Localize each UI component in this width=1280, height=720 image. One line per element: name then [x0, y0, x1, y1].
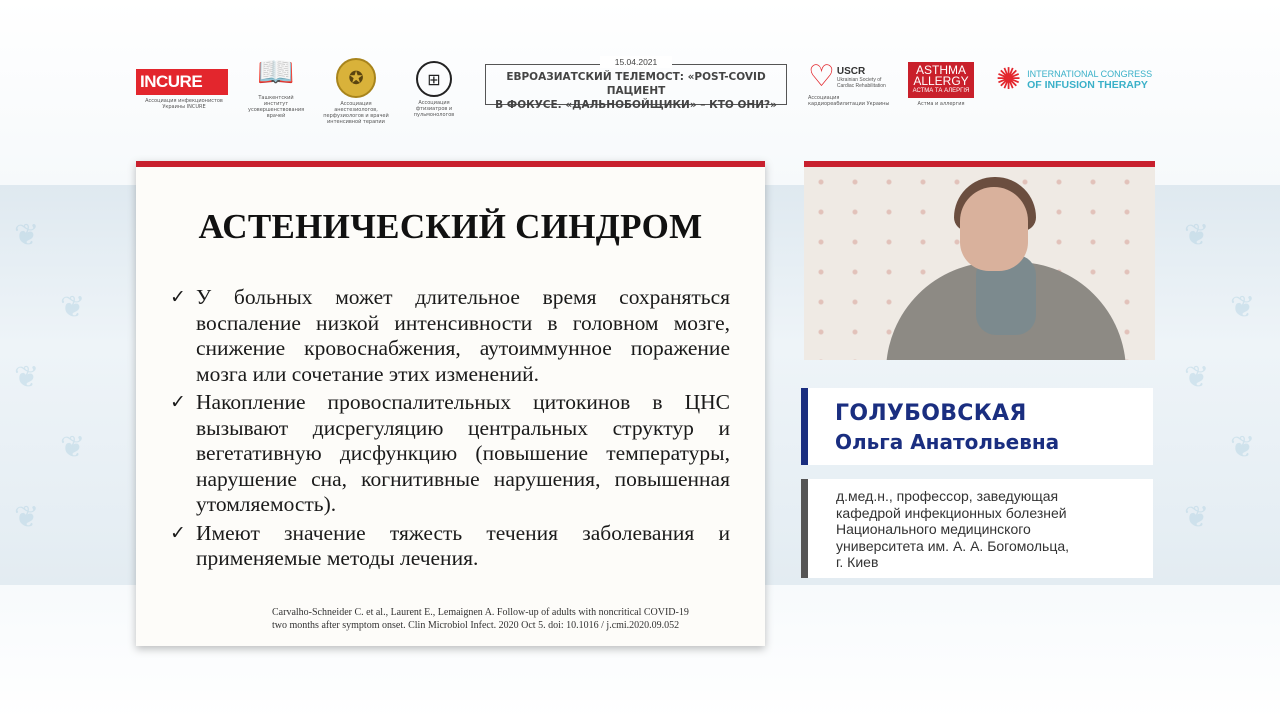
background-heart-icon: ❦	[1184, 500, 1210, 535]
institute-caption: Ташкентский институт усовершенствования врачей	[248, 95, 305, 119]
anesthesia-association-caption: Ассоциация анестезиологов, перфузиологов и врачей интенсивной терапии	[323, 101, 389, 125]
speaker-bio-line: Национального медицинского	[836, 521, 1031, 537]
telemost-title-line1: ЕВРОАЗИАТСКИЙ ТЕЛЕМОСТ: «POST-COVID ПАЦИЕНТ	[506, 71, 766, 97]
citation-line1: Carvalho-Schneider C. et al., Laurent E., Lemaignen A. Follow-up of adults with noncritical COVID-19	[272, 607, 689, 618]
slide-title: АСТЕНИЧЕСКИЙ СИНДРОМ	[198, 207, 703, 246]
speaker-bio-line: д.мед.н., профессор, заведующая	[836, 488, 1059, 504]
speaker-bio	[836, 488, 1146, 571]
slide-bullet	[170, 285, 730, 387]
telemost-title-box	[485, 64, 787, 111]
asthma-line1: ASTHMA	[915, 63, 966, 77]
presentation-slide	[136, 161, 765, 646]
background-heart-icon: ❦	[14, 360, 40, 395]
anesthesia-association-logo	[318, 58, 394, 125]
slide-bullet	[170, 521, 730, 572]
telemost-date: 15.04.2021	[600, 56, 672, 68]
background-heart-icon: ❦	[14, 500, 40, 535]
uscr-subtitle: Ukrainian Society of Cardiac Rehabilitation	[836, 76, 886, 89]
background-heart-icon: ❦	[1184, 218, 1210, 253]
citation-line2: two months after symptom onset. Clin Microbiol Infect. 2020 Oct 5. doi: 10.1016 / j.cmi.2020.09.052	[272, 620, 680, 631]
speaker-face	[960, 187, 1028, 271]
phthisio-association-logo	[406, 61, 462, 118]
telemost-title-line2: В ФОКУСЕ. «ДАЛЬНОБОЙЩИКИ» – КТО ОНИ?»	[495, 99, 777, 111]
background-heart-icon: ❦	[14, 218, 40, 253]
asthma-line2: ALLERGY	[913, 74, 969, 88]
speaker-name-plate	[801, 388, 1153, 465]
infusion-congress-line2: OF INFUSION THERAPY	[1027, 79, 1148, 91]
speaker-bio-plate	[801, 479, 1153, 578]
uscr-logo	[808, 59, 890, 107]
phthisio-association-caption: Ассоциация фтизиатров и пульмонологов	[413, 100, 455, 118]
dancing-figures-icon: ✺	[996, 62, 1022, 97]
heart-pulse-icon: ♡	[808, 59, 835, 94]
slide-bullet	[170, 390, 730, 518]
book-emblem-icon: 📖	[257, 54, 295, 90]
infusion-congress-logo	[996, 64, 1166, 96]
slide-bullet-list	[170, 285, 730, 575]
speaker-video-feed	[804, 161, 1155, 360]
slide-bullet-text: Накопление провоспалительных цитокинов в ЦНС вызывают дисрегуляцию центральных структур и вегетативную дисфункцию (повышение температуры, нарушение сна, когнитивные нарушения, повышенная утомляемость).	[196, 390, 730, 516]
asthma-caption: Астма и аллергия	[917, 101, 965, 107]
uscr-title: USCR	[836, 65, 866, 77]
background-heart-icon: ❦	[1230, 430, 1256, 465]
background-heart-icon: ❦	[1184, 360, 1210, 395]
checkmark-icon: ✓	[170, 391, 186, 413]
slide-bullet-text: Имеют значение тяжесть течения заболевания и применяемые методы лечения.	[196, 520, 730, 570]
slide-citation	[272, 606, 702, 632]
incure-logo	[136, 69, 232, 110]
checkmark-icon: ✓	[170, 521, 186, 544]
speaker-bio-line: кафедрой инфекционных болезней	[836, 504, 1067, 521]
infusion-congress-text	[1027, 69, 1152, 91]
background-heart-icon: ❦	[1230, 290, 1256, 325]
speaker-first-names: Ольга Анатольевна	[835, 430, 1060, 454]
asthma-line3: АСТМА ТА АЛЕРГІЯ	[912, 88, 970, 94]
infusion-congress-line1: INTERNATIONAL CONGRESS	[1027, 69, 1153, 79]
background-heart-icon: ❦	[60, 430, 86, 465]
asthma-allergy-logo	[908, 62, 974, 107]
checkmark-icon: ✓	[170, 286, 186, 308]
institute-logo	[248, 52, 304, 119]
background-heart-icon: ❦	[60, 290, 86, 325]
speaker-bio-line: г. Киев	[836, 554, 879, 570]
asthma-allergy-mark	[908, 62, 974, 98]
incure-caption: Ассоциация инфекционистов Украины INCURE	[145, 98, 223, 110]
speaker-last-name: ГОЛУБОВСКАЯ	[835, 401, 1027, 426]
seal-emblem-icon: ✪	[336, 58, 376, 98]
lungs-emblem-icon: ⊞	[416, 61, 452, 97]
speaker-bio-line: университета им. А. А. Богомольца,	[836, 537, 1070, 554]
incure-logo-mark: INCURE	[136, 69, 228, 95]
uscr-caption: Ассоциация кардиореабилитации Украины	[808, 95, 890, 107]
slide-bullet-text: У больных может длительное время сохраняться воспаление низкой интенсивности в головном мозге, снижение кровоснабжения, аутоиммунное поражение мозга или сочетание этих изменений.	[196, 285, 730, 386]
